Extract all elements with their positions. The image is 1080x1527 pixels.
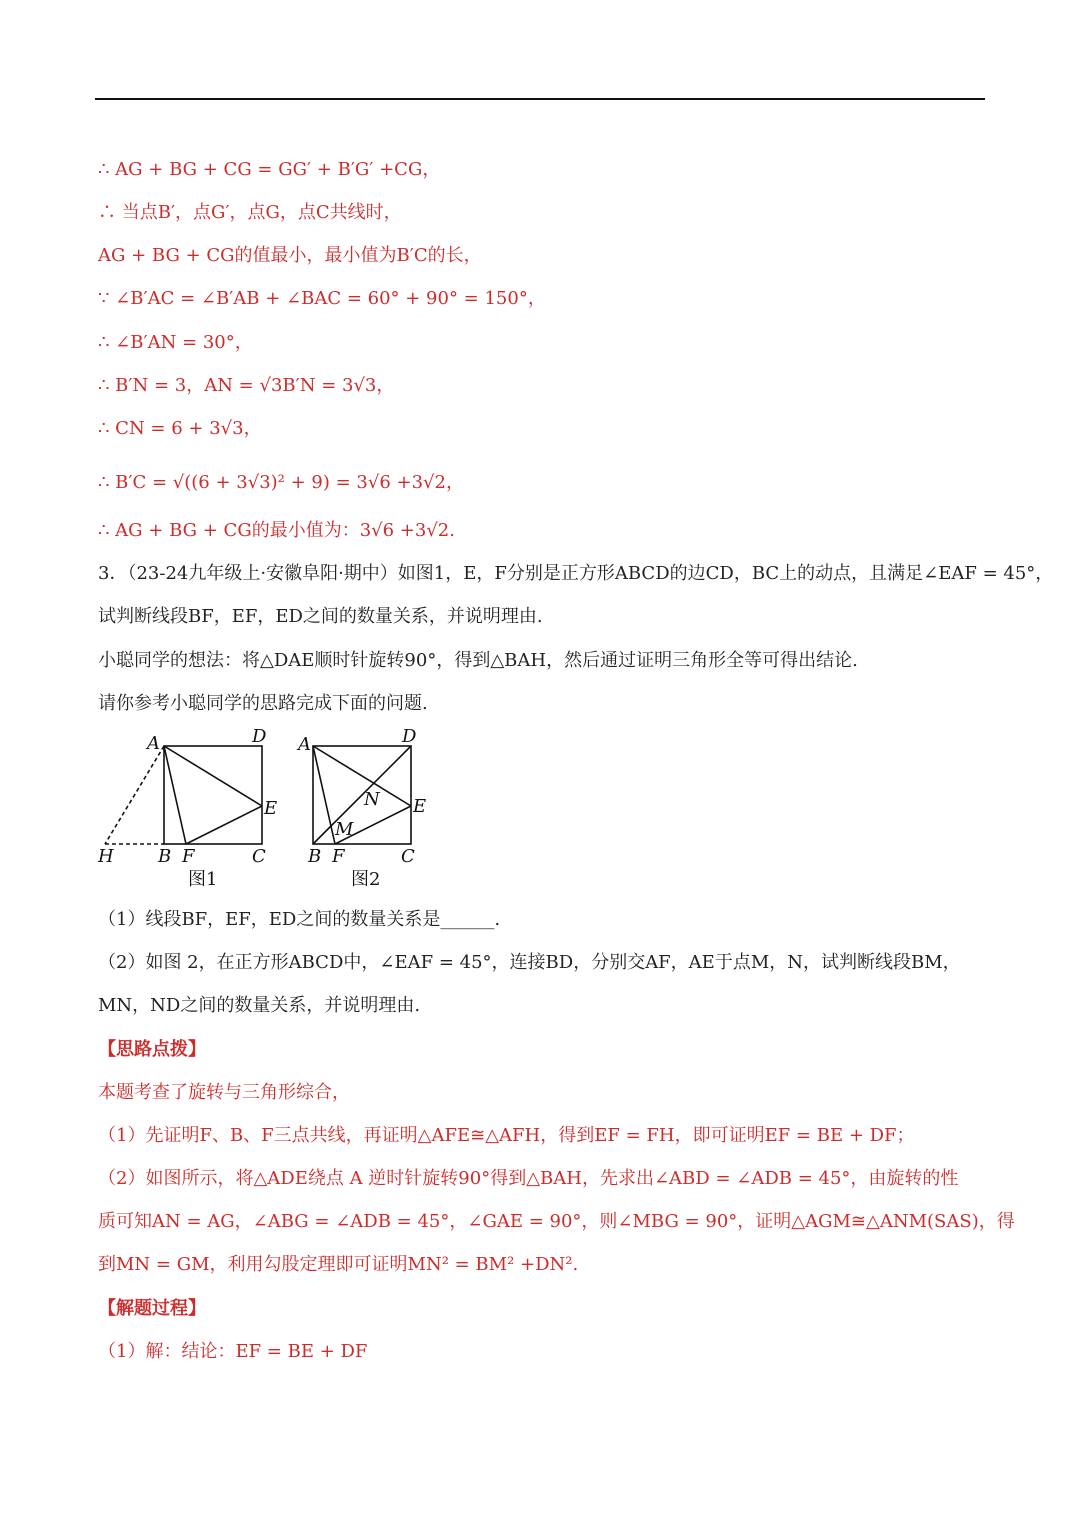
hint-line-1: 本题考查了旋转与三角形综合，	[98, 1082, 350, 1103]
fig1-label-h: H	[98, 846, 114, 867]
solution-line-4: ∵ ∠B′AC = ∠B′AB + ∠BAC = 60° + 90° = 150°，	[98, 288, 546, 309]
fig1-caption: 图1	[188, 869, 218, 890]
fig1-segment-af	[164, 746, 186, 844]
solution-line-9: ∴ AG + BG + CG的最小值为：3√6 +3√2.	[98, 520, 455, 541]
fig2-label-c: C	[401, 846, 415, 867]
question-2-line-2: MN，ND之间的数量关系，并说明理由.	[98, 995, 421, 1016]
fig1-label-f: F	[182, 846, 195, 867]
fig1-label-e: E	[264, 798, 278, 819]
problem-line-2: 试判断线段BF，EF，ED之间的数量关系，并说明理由.	[98, 606, 543, 627]
fig2-segment-af	[313, 746, 335, 844]
problem-line-3: 小聪同学的想法：将△DAE顺时针旋转90°，得到△BAH，然后通过证明三角形全等可得出结论.	[98, 650, 858, 671]
fig1-label-d: D	[252, 726, 267, 747]
fig2-label-a: A	[298, 734, 311, 755]
hint-line-3: （2）如图所示，将△ADE绕点 A 逆时针旋转90°得到△BAH，先求出∠ABD = ∠ADB = 45°，由旋转的性	[98, 1168, 959, 1189]
process-line-1: （1）解：结论：EF = BE + DF	[98, 1341, 368, 1362]
fig2-diagonal-bd	[313, 746, 411, 844]
fig2-label-n: N	[364, 789, 380, 810]
solution-line-5: ∴ ∠B′AN = 30°，	[98, 332, 253, 353]
solution-line-3: AG + BG + CG的值最小，最小值为B′C的长，	[98, 245, 482, 266]
fig1-label-b: B	[158, 846, 172, 867]
problem-line-4: 请你参考小聪同学的思路完成下面的问题.	[98, 693, 428, 714]
fig2-label-e: E	[413, 796, 427, 817]
hint-line-5: 到MN = GM，利用勾股定理即可证明MN² = BM² +DN².	[98, 1254, 579, 1275]
figure-1	[105, 746, 262, 844]
fig1-square	[164, 746, 262, 844]
figure-2	[313, 746, 411, 844]
hint-line-4: 质可知AN = AG，∠ABG = ∠ADB = 45°，∠GAE = 90°，则∠MBG = 90°，证明△AGM≅△ANM(SAS)，得	[98, 1211, 1015, 1232]
question-2-line-1: （2）如图 2，在正方形ABCD中，∠EAF = 45°，连接BD，分别交AF，AE于点M，N，试判断线段BM，	[98, 952, 961, 973]
solution-line-2: ∴ 当点B′，点G′，点G，点C共线时，	[98, 202, 402, 223]
solution-line-1: ∴ AG + BG + CG = GG′ + B′G′ +CG，	[98, 159, 441, 180]
fig1-label-a: A	[147, 733, 160, 754]
fig1-dashed-ah	[105, 746, 164, 844]
fig2-label-f: F	[332, 846, 345, 867]
fig2-segment-ae	[313, 746, 411, 806]
process-heading: 【解题过程】	[98, 1298, 206, 1319]
solution-line-6: ∴ B′N = 3，AN = √3B′N = 3√3，	[98, 375, 395, 396]
fig2-caption: 图2	[351, 869, 381, 890]
fig1-label-c: C	[252, 846, 266, 867]
problem-line-1: 3．（23-24九年级上·安徽阜阳·期中）如图1，E，F分别是正方形ABCD的边CD，BC上的动点，且满足∠EAF = 45°，	[98, 563, 1054, 584]
fig2-label-b: B	[308, 846, 322, 867]
header-rule	[95, 98, 985, 100]
fig1-segment-fe	[186, 806, 262, 844]
fig2-label-d: D	[402, 726, 417, 747]
fig1-segment-ae	[164, 746, 262, 806]
hint-line-2: （1）先证明F、B、F三点共线，再证明△AFE≅△AFH，得到EF = FH，即可证明EF = BE + DF；	[98, 1125, 915, 1146]
geometry-figures	[90, 722, 450, 897]
hint-heading: 【思路点拨】	[98, 1039, 206, 1060]
solution-line-8: ∴ B′C = √((6 + 3√3)² + 9) = 3√6 +3√2，	[98, 472, 464, 493]
question-1: （1）线段BF，EF，ED之间的数量关系是______.	[98, 909, 501, 930]
fig2-label-m: M	[335, 819, 354, 840]
solution-line-7: ∴ CN = 6 + 3√3，	[98, 418, 262, 439]
